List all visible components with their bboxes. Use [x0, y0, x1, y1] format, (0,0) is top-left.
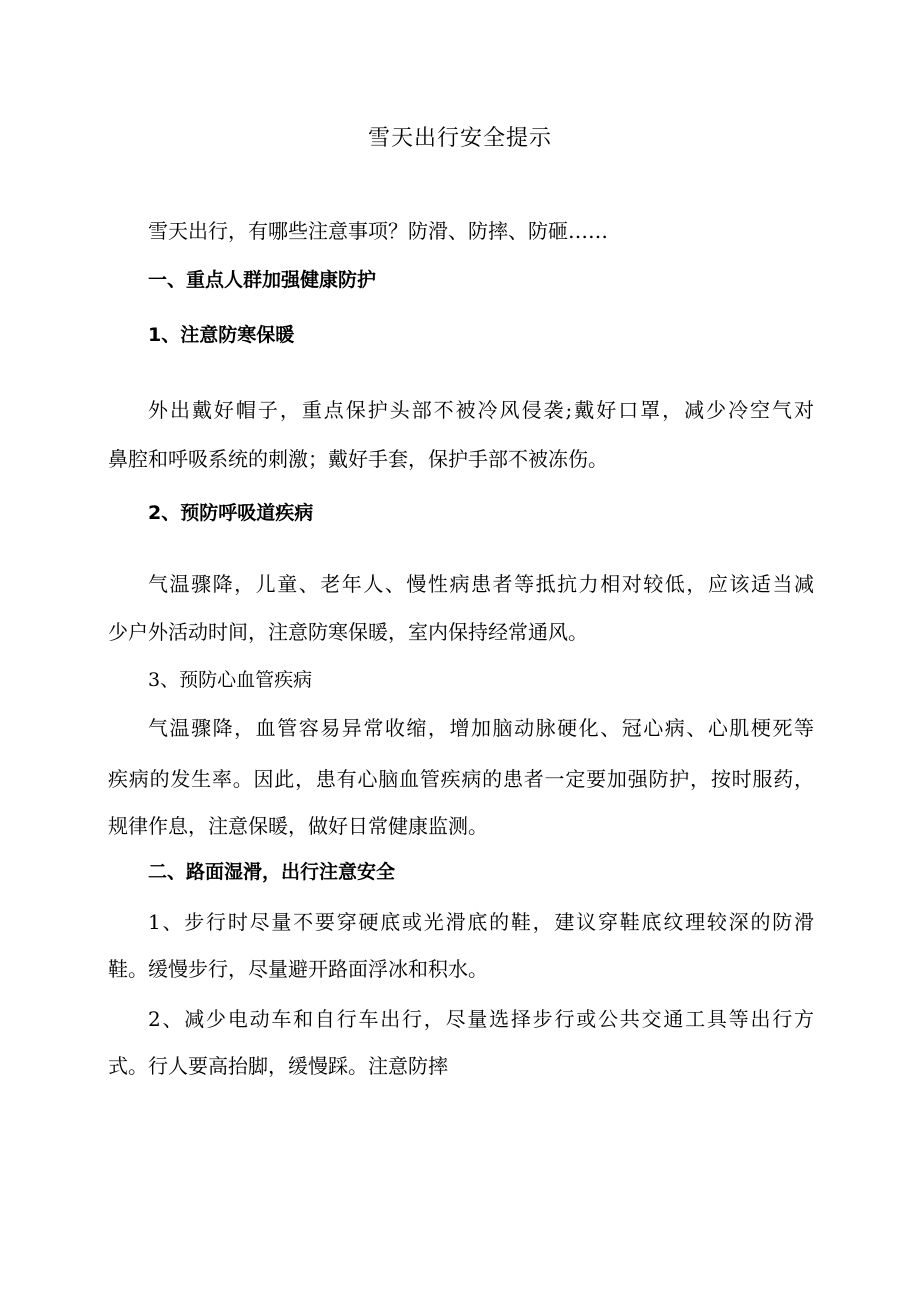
section-2-heading: 二、路面湿滑，出行注意安全: [148, 861, 396, 883]
section-1-heading: 一、重点人群加强健康防护: [148, 269, 377, 291]
section-1-item-2-line-2: 少户外活动时间，注意防寒保暖，室内保持经常通风。: [108, 620, 588, 644]
section-2-para-2-line-2: 式。行人要高抬脚，缓慢踩。注意防摔: [108, 1054, 448, 1078]
section-1-item-3-heading: 3、预防心血管疾病: [148, 669, 313, 691]
section-1-item-3-line-3: 规律作息，注意保暖，做好日常健康监测。: [108, 814, 488, 838]
section-1-item-3-line-2: 疾病的发生率。因此，患有心脑血管疾病的患者一定要加强防护，按时服药，: [108, 767, 814, 791]
intro-paragraph: 雪天出行，有哪些注意事项？防滑、防摔、防砸……: [148, 219, 608, 243]
section-1-item-3-line-1: 气温骤降，血管容易异常收缩，增加脑动脉硬化、冠心病、心肌梗死等: [148, 716, 814, 740]
section-1-item-1-line-2: 鼻腔和呼吸系统的刺激；戴好手套，保护手部不被冻伤。: [108, 447, 608, 471]
section-1-item-1-line-1: 外出戴好帽子，重点保护头部不被冷风侵袭;戴好口罩，减少冷空气对: [148, 398, 814, 422]
section-2-para-1-line-2: 鞋。缓慢步行，尽量避开路面浮冰和积水。: [108, 957, 488, 981]
document-title: 雪天出行安全提示: [367, 126, 552, 151]
section-2-para-1-line-1: 1、步行时尽量不要穿硬底或光滑底的鞋，建议穿鞋底纹理较深的防滑: [148, 910, 814, 934]
section-1-item-2-heading: 2、预防呼吸道疾病: [148, 502, 314, 524]
section-1-item-1-heading: 1、注意防寒保暖: [148, 324, 295, 346]
section-1-item-2-line-1: 气温骤降，儿童、老年人、慢性病患者等抵抗力相对较低，应该适当减: [148, 572, 814, 596]
section-2-para-2-line-1: 2、减少电动车和自行车出行，尽量选择步行或公共交通工具等出行方: [148, 1007, 814, 1031]
